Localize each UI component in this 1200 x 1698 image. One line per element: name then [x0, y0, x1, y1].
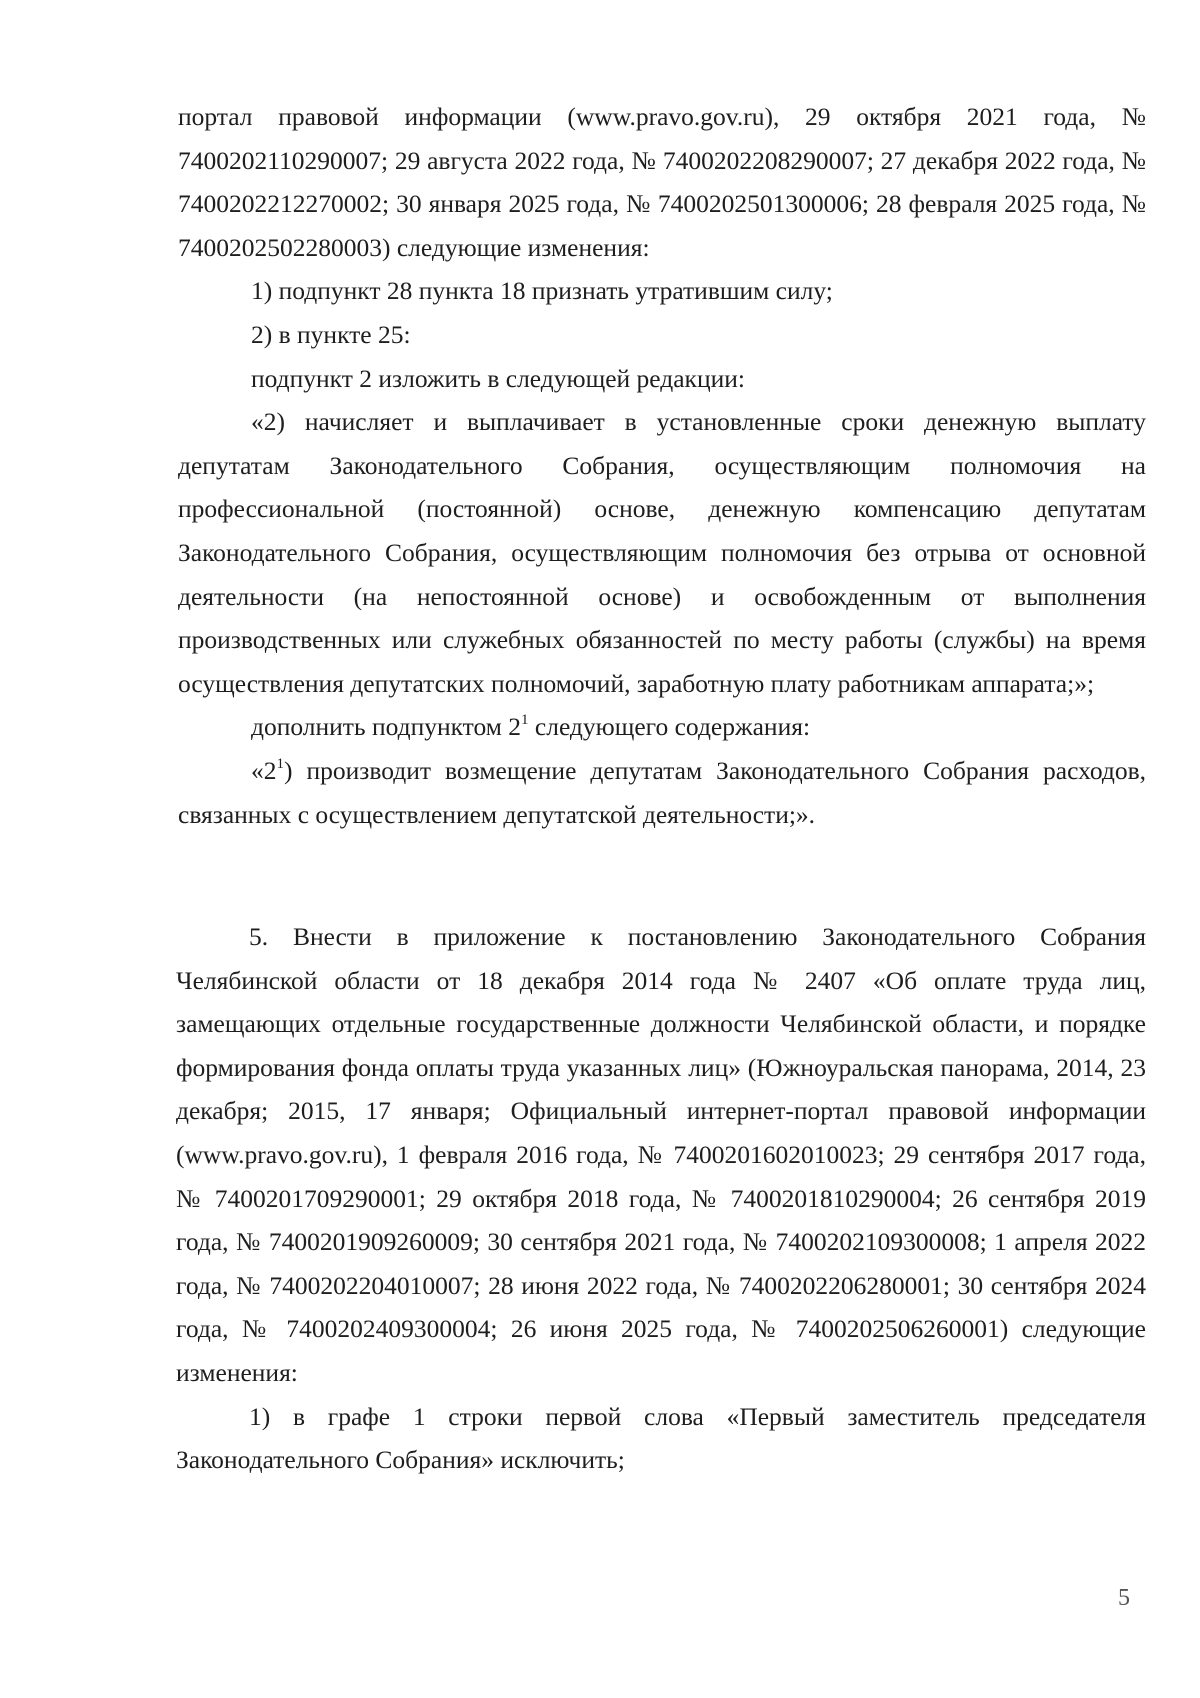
subitem-2-text-paragraph: «2) начисляет и выплачивает в установленные сроки денежную выплату депутатам Законодательного Собрания, осуществляющим полномочия на профессиональной (постоянной) основе, денежную компенсацию депутатам Законодательного Собрания, осуществляющим полномочия без отрыва от основной деятельности (на непостоянной основе) и освобожденным от выполнения производственных или служебных обязанностей по месту работы (службы) на время осуществления депутатских полномочий, заработную плату работникам аппарата;»;	[178, 407, 1146, 698]
supplement-intro-paragraph	[178, 705, 1146, 749]
supplement-text-rest: ) производит возмещение депутатам Законодательного Собрания расходов, связанных с осуществлением депутатской деятельности;».	[178, 755, 1146, 829]
supplement-text-paragraph	[178, 749, 1146, 836]
item-1-paragraph: 1) подпункт 28 пункта 18 признать утратившим силу;	[251, 276, 833, 306]
section-5-item-1-paragraph: 1) в графе 1 строки первой слова «Первый заместитель председателя Законодательного Собрания» исключить;	[176, 1401, 1146, 1475]
supplement-intro-after: следующего содержания:	[528, 712, 811, 742]
item-2-paragraph: 2) в пункте 25:	[251, 319, 411, 349]
section-5-paragraph: 5. Внести в приложение к постановлению Законодательного Собрания Челябинской области от 18 декабря 2014 года № 2407 «Об оплате труда лиц, замещающих отдельные государственные должности Челябинской области, и порядке формирования фонда оплаты труда указанных лиц» (Южноуральская панорама, 2014, 23 декабря; 2015, 17 января; Официальный интернет-портал правовой информации (www.pravo.gov.ru), 1 февраля 2016 года, № 7400201602010023; 29 сентября 2017 года, № 7400201709290001; 29 октября 2018 года, № 7400201810290004; 26 сентября 2019 года, № 7400201909260009; 30 сентября 2021 года, № 7400202109300008; 1 апреля 2022 года, № 7400202204010007; 28 июня 2022 года, № 7400202206280001; 30 сентября 2024 года, № 7400202409300004; 26 июня 2025 года, № 7400202506260001) следующие изменения:	[176, 922, 1146, 1387]
supplement-intro-superscript: 1	[521, 712, 529, 729]
supplement-text-open: «2	[251, 755, 277, 785]
continuation-paragraph: портал правовой информации (www.pravo.gov.ru), 29 октября 2021 года, № 7400202110290007; 29 августа 2022 года, № 7400202208290007; 27 декабря 2022 года, № 7400202212270002; 30 января 2025 года, № 7400202501300006; 28 февраля 2025 года, № 7400202502280003) следующие изменения:	[178, 102, 1146, 262]
text-block-top	[178, 95, 1146, 836]
page-number: 5	[1118, 1585, 1130, 1611]
supplement-text-superscript: 1	[276, 755, 284, 772]
supplement-intro-before: дополнить подпунктом 2	[251, 712, 522, 742]
text-block-section-5	[176, 915, 1146, 1482]
subitem-2-intro-paragraph: подпункт 2 изложить в следующей редакции:	[251, 363, 745, 393]
